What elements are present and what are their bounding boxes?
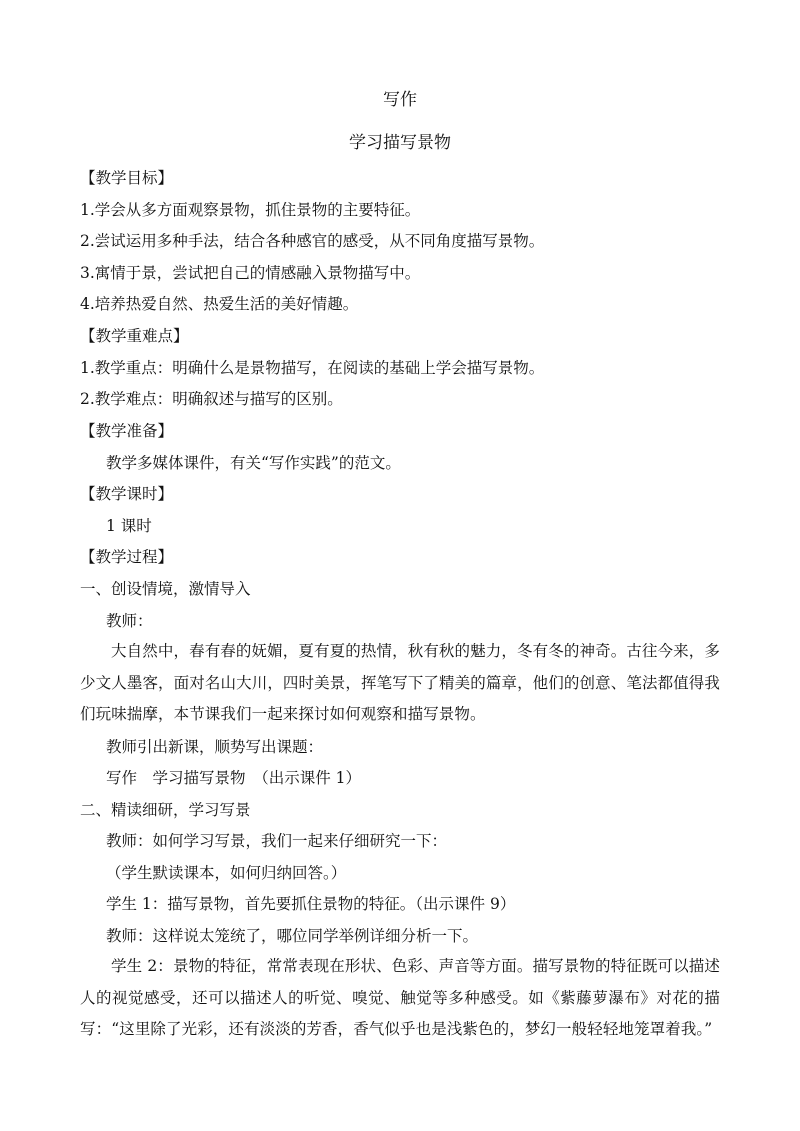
goal-item-1: 1.学会从多方面观察景物，抓住景物的主要特征。: [80, 201, 421, 219]
student-2-paragraph: 学生 2：景物的特征，常常表现在形状、色彩、声音等方面。描写景物的特征既可以描述人的视觉感受，还可以描述人的听觉、嗅觉、触觉等多种感受。如《紫藤萝瀑布》对花的描写：“这里除了光彩，还有淡淡的芳香，香气似乎也是浅紫色的，梦幻一般轻轻地笼罩着我。”: [80, 957, 720, 1038]
teacher-label: 教师：: [106, 612, 153, 630]
goals-heading: 【教学目标】: [80, 169, 174, 187]
focus-item-1: 1.教学重点：明确什么是景物描写，在阅读的基础上学会描写景物。: [80, 359, 545, 377]
teacher-question-1: 教师：如何学习写景，我们一起来仔细研究一下：: [106, 832, 448, 850]
hours-text: 1 课时: [106, 517, 152, 535]
teacher-lead: 教师引出新课，顺势写出课题：: [106, 738, 324, 756]
focus-heading: 【教学重难点】: [80, 327, 189, 345]
step1-heading: 一、创设情境，激情导入: [80, 580, 251, 598]
doc-title: 写作: [383, 90, 417, 110]
prep-text: 教学多媒体课件，有关“写作实践”的范文。: [106, 454, 401, 472]
student-read: （学生默读课本，如何归纳回答。）: [106, 864, 347, 882]
lesson-title-line: 写作 学习描写景物 （出示课件 1）: [106, 769, 362, 787]
process-heading: 【教学过程】: [80, 548, 174, 566]
intro-paragraph: 大自然中，春有春的妩媚，夏有夏的热情，秋有秋的魅力，冬有冬的神奇。古往今来，多少文人墨客，面对名山大川，四时美景，挥笔写下了精美的篇章，他们的创意、笔法都值得我们玩味揣摩，本节课我们一起来探讨如何观察和描写景物。: [80, 642, 720, 723]
hours-heading: 【教学课时】: [80, 485, 174, 503]
goal-item-3: 3.寓情于景，尝试把自己的情感融入景物描写中。: [80, 264, 421, 282]
step2-heading: 二、精读细研，学习写景: [80, 801, 251, 819]
focus-item-2: 2.教学难点：明确叙述与描写的区别。: [80, 390, 343, 408]
student-1: 学生 1：描写景物，首先要抓住景物的特征。（出示课件 9）: [106, 895, 516, 913]
doc-subtitle: 学习描写景物: [349, 133, 451, 153]
prep-heading: 【教学准备】: [80, 422, 174, 440]
goal-item-4: 4.培养热爱自然、热爱生活的美好情趣。: [80, 295, 359, 313]
goal-item-2: 2.尝试运用多种手法，结合各种感官的感受，从不同角度描写景物。: [80, 232, 545, 250]
teacher-question-2: 教师：这样说太笼统了，哪位同学举例详细分析一下。: [106, 927, 479, 945]
